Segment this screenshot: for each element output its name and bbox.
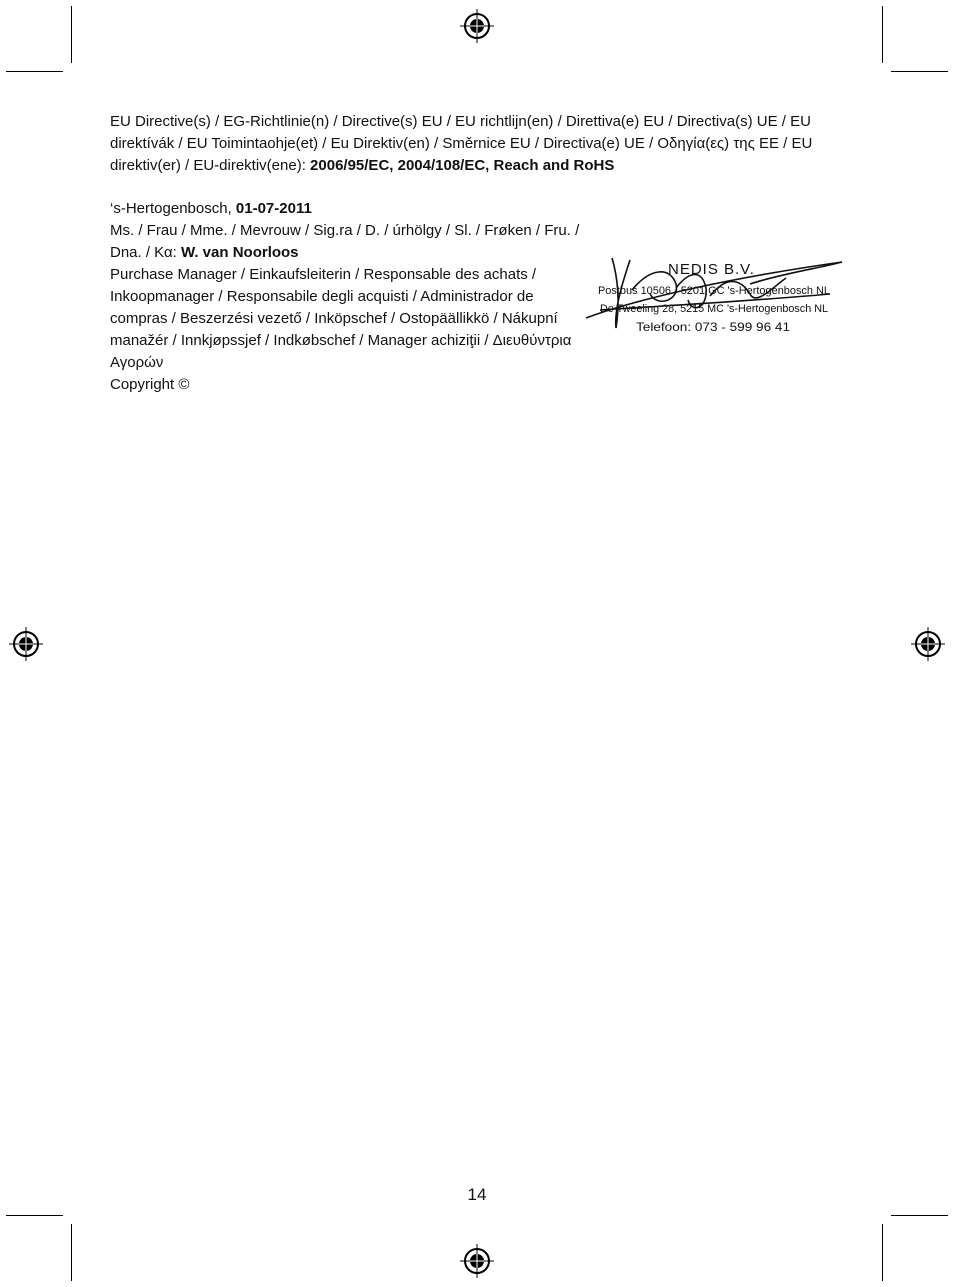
stamp-company: NEDIS B.V. [668,261,755,278]
signer-name: W. van Noorloos [181,244,299,261]
job-title: Purchase Manager / Einkaufsleiterin / Responsable des achats / Inkoopmanager / Responsabile degli acquisti / Administrador de compras / Beszerzési vezető / Inköpschef / Ostopäällikkö / Nákupní manažér / Innkjøpssjef / Indkøbschef / Manager achiziţii / Διευθύντρια Αγορών [110,266,572,371]
crop-mark-top-right-h [891,71,948,72]
crop-mark-top-left-h [6,71,63,72]
date-text: 01-07-2011 [235,200,312,217]
registration-mark-left-icon [9,627,43,661]
directive-text: EU Directive(s) / EG-Richtlinie(n) / Directive(s) EU / EU richtlijn(en) / Direttiva(e) EU / Directiva(s) UE / EU direktívák / EU Toimintaohje(et) / Eu Direktiv(en) / Směrnice EU / Directiva(e) UE / Οδηγία(ες) της EE / EU direktiv(er) / EU-direktiv(ene): [110,113,813,174]
stamp-line3: Telefoon: 073 - 599 96 41 [636,320,791,334]
crop-mark-top-left-v [71,6,72,63]
signature-block [110,198,585,396]
registration-mark-top-icon [460,9,494,43]
directive-paragraph [110,111,850,177]
crop-mark-bottom-left-h [6,1215,63,1216]
page-number: 14 [467,1185,487,1204]
stamp-line2: De Tweeling 28, 5215 MC 's-Hertogenbosch NL [600,303,828,315]
company-stamp [580,248,850,343]
copyright-text: Copyright © [110,376,190,393]
salutation-text: Ms. / Frau / Mme. / Mevrouw / Sig.ra / D. / úrhölgy / Sl. / Frøken / Fru. / Dna. / Κα: [110,222,580,261]
stamp-line1: Postbus 10506 - 5201 GC 's-Hertogenbosch NL [598,285,830,297]
place-text: ‘s-Hertogenbosch, [110,200,236,217]
salutation-line [110,220,585,264]
place-date-line [110,198,585,220]
registration-mark-right-icon [911,627,945,661]
crop-mark-bottom-right-h [891,1215,948,1216]
crop-mark-top-right-v [882,6,883,63]
crop-mark-bottom-left-v [71,1224,72,1281]
directive-standards: 2006/95/EC, 2004/108/EC, Reach and RoHS [310,157,615,174]
registration-mark-bottom-icon [460,1244,494,1278]
crop-mark-bottom-right-v [882,1224,883,1281]
